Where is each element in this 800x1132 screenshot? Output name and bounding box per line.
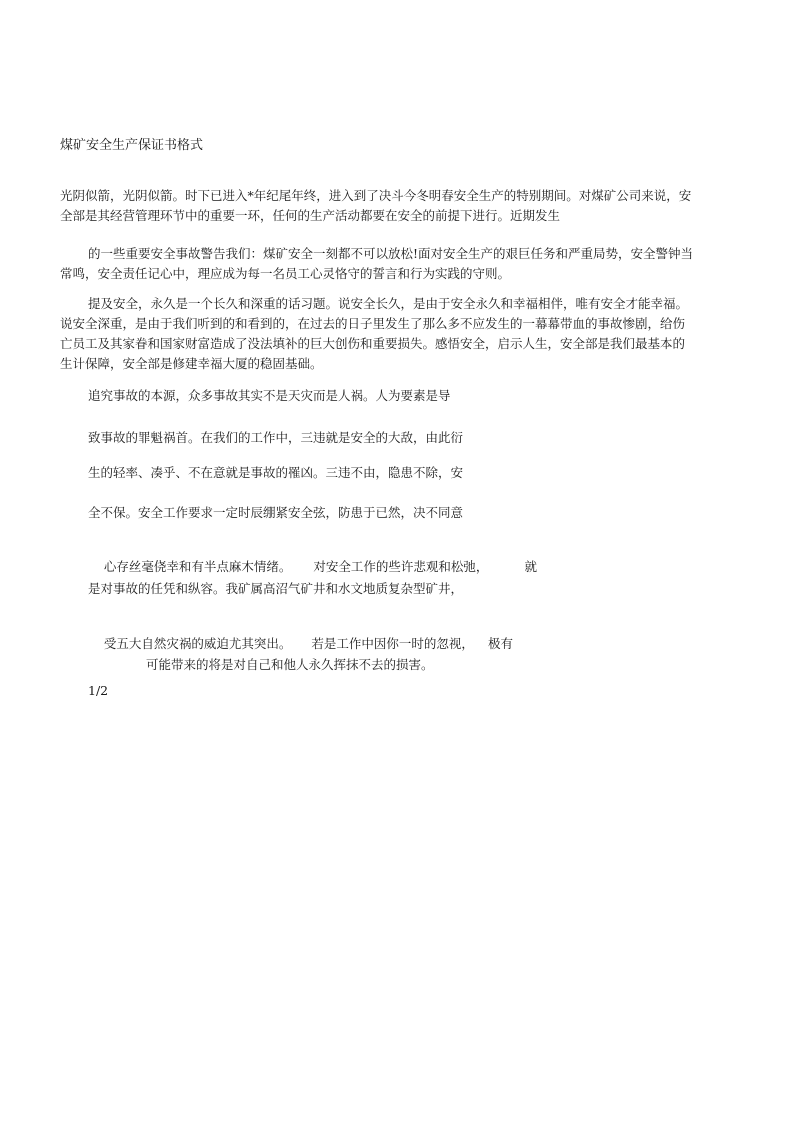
body-line: 致事故的罪魁祸首。在我们的工作中，三违就是安全的大敌，由此衍 [88,430,464,445]
document-title: 煤矿安全生产保证书格式 [60,138,204,153]
body-line-part: 若是工作中因你一时的忽视， [311,636,474,651]
paragraph-line: 全部是其经营管理环节中的重要一环，任何的生产活动都要在安全的前提下进行。近期发生 [60,208,561,223]
body-line: 可能带来的将是对自己和他人永久挥抹不去的损害。 [146,657,434,672]
body-line-part: 受五大自然灾祸的威迫尤其突出。 [103,636,292,651]
paragraph-2 [60,244,740,284]
body-line-part: 极有 [487,636,513,651]
body-line-part: 对安全工作的些许悲观和松弛， [313,559,489,574]
body-line: 生的轻率、凑乎、不在意就是事故的罹凶。三违不由，隐患不除，安 [88,465,464,480]
paragraph-1 [60,186,740,226]
paragraph-line: 说安全深重，是由于我们听到的和看到的，在过去的日子里发生了那么多不应发生的一幕幕带血的事故惨剧，给伤 [60,316,686,331]
body-line: 全不保。安全工作要求一定时辰绷紧安全弦，防患于已然，决不同意 [88,505,464,520]
body-line-part: 就 [524,559,537,574]
page-number: 1/2 [88,683,109,698]
body-line: 追究事故的本源，众多事故其实不是天灾而是人祸。人为要素是导 [88,388,451,403]
paragraph-3 [60,294,740,374]
body-line: 是对事故的任凭和纵容。我矿属高沼气矿井和水文地质复杂型矿井， [88,581,464,596]
paragraph-line: 提及安全，永久是一个长久和深重的话习题。说安全长久，是由于安全永久和幸福相伴，唯有安全才能幸福。 [88,296,689,311]
paragraph-line: 的一些重要安全事故警告我们：煤矿安全一刻都不可以放松!面对安全生产的艰巨任务和严重局势，安全警钟当 [88,246,694,261]
paragraph-line: 生计保障，安全部是修建幸福大厦的稳固基础。 [60,356,323,371]
paragraph-line: 亡员工及其家眷和国家财富造成了没法填补的巨大创伤和重要损失。感悟安全，启示人生，安全部是我们最基本的 [60,336,686,351]
paragraph-line: 常鸣，安全责任记心中，理应成为每一名员工心灵恪守的誓言和行为实践的守则。 [60,266,511,281]
body-line-part: 心存丝毫侥幸和有半点麻木情绪。 [103,559,292,574]
paragraph-line: 光阴似箭，光阴似箭。时下已进入*年纪尾年终，进入到了决斗今冬明春安全生产的特别期间。对煤矿公司来说，安 [60,188,692,203]
